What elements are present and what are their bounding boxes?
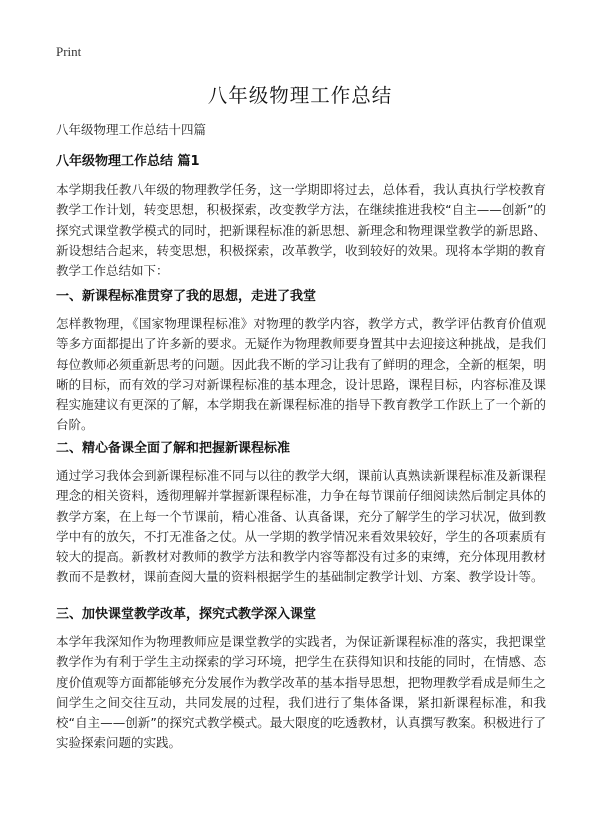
document-title: 八年级物理工作总结 [207, 84, 393, 107]
article-heading: 八年级物理工作总结 篇1 [56, 154, 200, 169]
section-body-2: 通过学习我体会到新课程标准不同与以往的教学大纲，课前认真熟读新课程标准及新课程理念的相关资料，透彻理解并掌握新课程标准，力争在每节课前仔细阅读然后制定具体的教学方案，在上每一个节课前，精心准备、认真备课，充分了解学生的学习状况，做到教学中有的放矢，不打无准备之仗。从一学期的教学情况来看效果较好，学生的各项素质有较大的提高。新教材对教师的教学方法和教学内容等都没有过多的束缚，充分体现用教材教而不是教材，课前查阅大量的资料根据学生的基础制定教学计划、方案、教学设计等。 [56, 468, 546, 585]
document-subtitle: 八年级物理工作总结十四篇 [56, 122, 207, 137]
section-heading-2: 二、精心备课全面了解和把握新课程标准 [56, 441, 291, 456]
section-body-1: 怎样教物理，《国家物理课程标准》对物理的教学内容，教学方式，教学评估教育价值观等多方面都提出了许多新的要求。无疑作为物理教师要身置其中去迎接这种挑战，是我们每位教师必须重新思考的问题。因此我不断的学习让我有了鲜明的理念，全新的框架，明晰的目标，而有效的学习对新课程标准的基本理念，设计思路，课程目标，内容标准及课程实施建议有更深的了解，本学期我在新课程标准的指导下教育教学工作跃上了一个新的台阶。 [56, 316, 546, 433]
section-body-3: 本学年我深知作为物理教师应是课堂教学的实践者，为保证新课程标准的落实，我把课堂教学作为有利于学生主动探索的学习环境，把学生在获得知识和技能的同时，在情感、态度价值观等方面都能够充分发展作为教学改革的基本指导思想，把物理教学看成是师生之间学生之间交往互动，共同发展的过程，我们进行了集体备课，紧扣新课程标准，和我校“自主——创新”的探究式教学模式。最大限度的吃透教材，认真撰写教案。积极进行了实验探索问题的实践。 [56, 634, 546, 751]
intro-paragraph: 本学期我任教八年级的物理教学任务，这一学期即将过去，总体看，我认真执行学校教育教学工作计划，转变思想，积极探索，改变教学方法，在继续推进我校“自主——创新”的探究式课堂教学模式的同时，把新课程标准的新思想、新理念和物理课堂教学的新思路、新设想结合起来，转变思想，积极探索，改革教学，收到较好的效果。现将本学期的教育教学工作总结如下： [56, 182, 546, 279]
print-label: Print [56, 44, 82, 59]
section-heading-1: 一、新课程标准贯穿了我的思想，走进了我堂 [56, 289, 317, 304]
section-heading-3: 三、加快课堂教学改革，探究式教学深入课堂 [56, 607, 317, 622]
